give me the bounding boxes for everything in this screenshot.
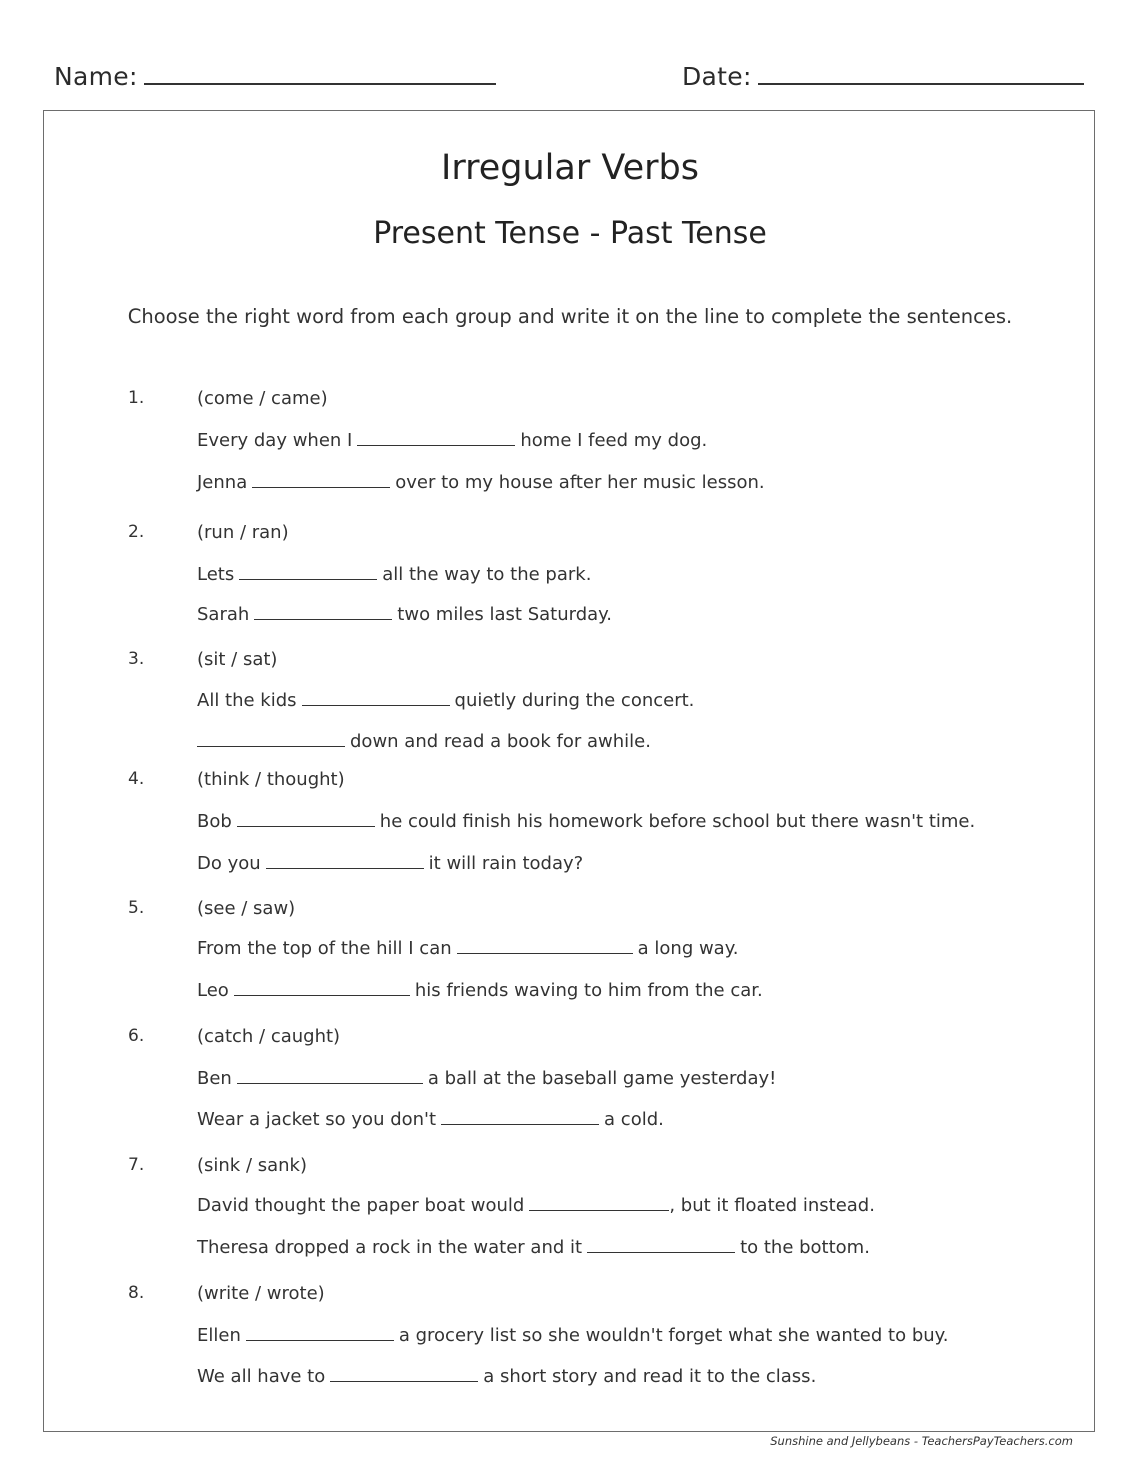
word-choices: (think / thought) [197,769,345,790]
sentence-text-before: We all have to [197,1366,326,1387]
question-number: 3. [128,649,145,669]
sentence-text-after: it will rain today? [428,853,584,874]
date-field [682,62,1084,91]
sentence-text-before: Ellen [197,1325,241,1346]
sentence [197,1325,948,1346]
name-field [54,62,496,91]
sentence-text-before: Theresa dropped a rock in the water and it [197,1237,583,1258]
answer-blank[interactable] [266,867,424,869]
sentence-text-before: Jenna [197,472,248,493]
answer-blank[interactable] [254,618,392,620]
question-number: 1. [128,388,145,408]
sentence [197,980,763,1001]
sentence-text-after: to the bottom. [740,1237,870,1258]
sentence-text-after: home I feed my dog. [520,430,708,451]
sentence-text-after: a cold. [604,1109,664,1130]
word-choices: (catch / caught) [197,1026,341,1047]
name-label: Name: [54,62,138,91]
answer-blank[interactable] [239,578,377,580]
question-number: 8. [128,1283,145,1303]
sentence-text-after: over to my house after her music lesson. [395,472,765,493]
word-choices: (come / came) [197,388,328,409]
word-choices: (run / ran) [197,522,289,543]
sentence [197,690,694,711]
sentence-text-before: Lets [197,564,235,585]
date-label: Date: [682,62,752,91]
answer-blank[interactable] [529,1209,669,1211]
sentence-text-after: his friends waving to him from the car. [414,980,763,1001]
sentence-text-before: David thought the paper boat would [197,1195,525,1216]
question-number: 6. [128,1026,145,1046]
sentence [197,1109,664,1130]
sentence-text-after: a long way. [637,938,739,959]
answer-blank[interactable] [246,1339,394,1341]
worksheet-title: Irregular Verbs [441,148,699,188]
sentence [197,564,591,585]
footer-credit: Sunshine and Jellybeans - TeachersPayTeachers.com [770,1434,1073,1448]
sentence [197,1237,870,1258]
name-blank-line[interactable] [144,82,496,85]
word-choices: (sink / sank) [197,1155,308,1176]
sentence [197,472,765,493]
sentence [197,1195,875,1216]
answer-blank[interactable] [252,486,390,488]
sentence [197,1068,776,1089]
sentence-text-before: Ben [197,1068,232,1089]
answer-blank[interactable] [302,704,450,706]
sentence-text-after: quietly during the concert. [454,690,695,711]
answer-blank[interactable] [234,994,410,996]
sentence [197,604,612,625]
question-number: 7. [128,1155,145,1175]
sentence-text-before: Bob [197,811,232,832]
word-choices: (see / saw) [197,898,296,919]
sentence-text-before: Every day when I [197,430,353,451]
sentence-text-after: a grocery list so she wouldn't forget what she wanted to buy. [398,1325,949,1346]
sentence-text-before: Wear a jacket so you don't [197,1109,437,1130]
word-choices: (write / wrote) [197,1283,325,1304]
answer-blank[interactable] [457,952,633,954]
sentence-text-after: a short story and read it to the class. [483,1366,817,1387]
answer-blank[interactable] [237,1082,423,1084]
sentence [197,731,651,752]
sentence-text-after: , but it floated instead. [669,1195,875,1216]
question-number: 2. [128,522,145,542]
sentence [197,811,975,832]
answer-blank[interactable] [197,745,345,747]
sentence-text-after: he could finish his homework before school but there wasn't time. [379,811,976,832]
instructions: Choose the right word from each group and write it on the line to complete the sentences. [127,305,1013,328]
sentence-text-after: down and read a book for awhile. [350,731,651,752]
question-number: 5. [128,898,145,918]
sentence-text-before: Do you [197,853,261,874]
date-blank-line[interactable] [758,82,1084,85]
answer-blank[interactable] [441,1123,599,1125]
sentence-text-before: Sarah [197,604,250,625]
sentence-text-after: a ball at the baseball game yesterday! [427,1068,777,1089]
sentence [197,853,583,874]
sentence-text-after: two miles last Saturday. [397,604,612,625]
answer-blank[interactable] [330,1380,478,1382]
answer-blank[interactable] [357,444,515,446]
answer-blank[interactable] [237,825,375,827]
sentence-text-before: Leo [197,980,229,1001]
question-number: 4. [128,769,145,789]
sentence [197,1366,816,1387]
sentence [197,938,739,959]
sentence [197,430,707,451]
worksheet-subtitle: Present Tense - Past Tense [373,216,767,251]
sentence-text-before: From the top of the hill I can [197,938,452,959]
word-choices: (sit / sat) [197,649,278,670]
sentence-text-before: All the kids [197,690,297,711]
answer-blank[interactable] [587,1251,735,1253]
sentence-text-after: all the way to the park. [382,564,592,585]
